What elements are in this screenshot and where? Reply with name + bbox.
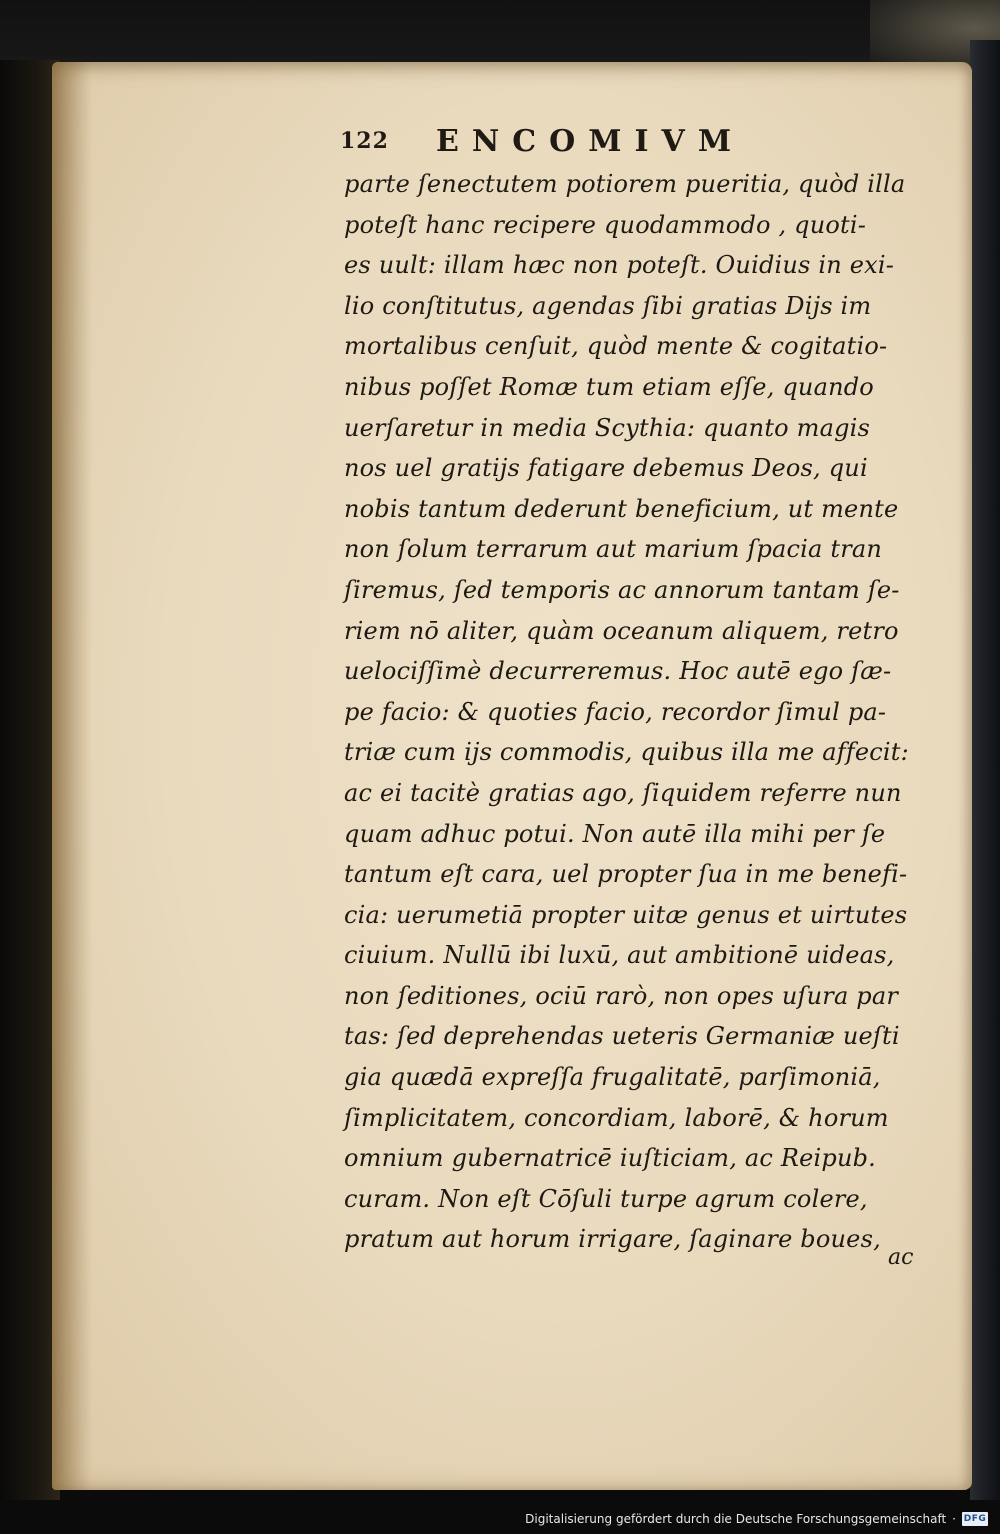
text-line: ſimplicitatem, concordiam, laborē, & horum (344, 1103, 889, 1132)
book-edge-right (970, 40, 1000, 1500)
text-line: non ſolum terrarum aut marium ſpacia tran (344, 535, 883, 564)
text-line: poteſt hanc recipere quodammodo , quoti- (344, 210, 867, 239)
text-line: gia quædā expreſſa frugalitatē, parſimoniā, (344, 1063, 881, 1092)
text-line: triæ cum ijs commodis, quibus illa me affecit: (344, 738, 909, 767)
text-line: pratum aut horum irrigare, ſaginare boues, (344, 1225, 881, 1254)
text-line: uelociſſimè decurreremus. Hoc autē ego ſæ- (344, 657, 892, 686)
footer-separator: · (952, 1512, 956, 1526)
text-line: nibus poſſet Romæ tum etiam eſſe, quando (344, 372, 874, 401)
page-number: 122 (340, 128, 389, 154)
text-line: es uult: illam hæc non poteſt. Ouidius in exi- (344, 251, 895, 280)
text-line: uerſaretur in media Scythia: quanto magis (344, 413, 871, 442)
text-line: curam. Non eſt Cōſuli turpe agrum colere, (344, 1184, 868, 1213)
digitization-footer (525, 1508, 988, 1530)
text-line: ſiremus, ſed temporis ac annorum tantam ſe- (344, 575, 900, 604)
text-line: mortalibus cenſuit, quòd mente & cogitatio- (344, 332, 888, 361)
text-line: ciuium. Nullū ibi luxū, aut ambitionē uideas, (344, 941, 895, 970)
page-gutter-shadow (52, 62, 92, 1490)
body-text (344, 164, 929, 1260)
text-line: omnium gubernatricē iuſticiam, ac Reipub. (344, 1144, 876, 1173)
text-line: nos uel gratijs fatigare debemus Deos, qui (344, 454, 868, 483)
catchword: ac (888, 1245, 914, 1270)
text-line: tas: ſed deprehendas ueteris Germaniæ ueſti (344, 1022, 900, 1051)
text-line: quam adhuc potui. Non autē illa mihi per ſe (344, 819, 886, 848)
page-header (340, 124, 820, 160)
running-head: ENCOMIVM (436, 124, 745, 159)
book-binding-left (0, 60, 60, 1500)
text-line: non ſeditiones, ociū rarò, non opes uſura par (344, 981, 899, 1010)
footer-credit: Digitalisierung gefördert durch die Deutsche Forschungsgemeinschaft (525, 1512, 947, 1526)
text-line: tantum eſt cara, uel propter ſua in me benefi- (344, 860, 908, 889)
text-line: cia: uerumetiā propter uitæ genus et uirtutes (344, 900, 908, 929)
text-line: lio conſtitutus, agendas ſibi gratias Dijs im (344, 291, 872, 320)
dfg-logo: DFG (963, 1514, 987, 1524)
text-line: pe facio: & quoties facio, recordor ſimul pa- (344, 697, 887, 726)
text-line: riem nō aliter, quàm oceanum aliquem, retro (344, 616, 899, 645)
text-line: ac ei tacitè gratias ago, ſiquidem referre nun (344, 778, 902, 807)
text-line: parte ſenectutem potiorem pueritia, quòd illa (344, 170, 906, 198)
text-line: nobis tantum dederunt beneficium, ut mente (344, 494, 899, 523)
